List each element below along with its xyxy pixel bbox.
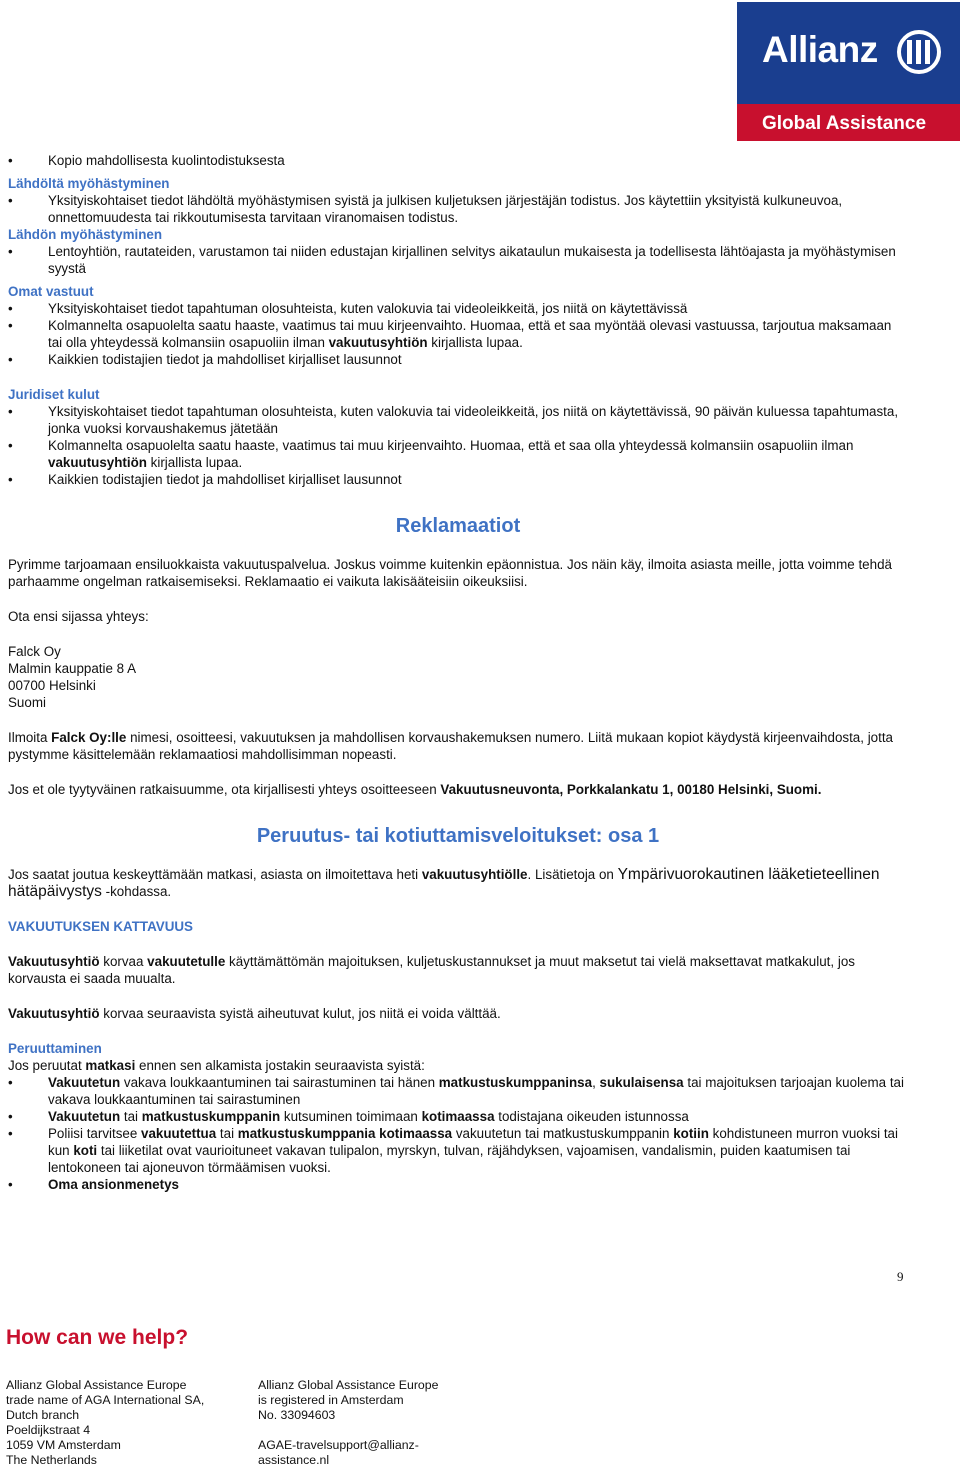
bullet-item: • Kolmannelta osapuolelta saatu haaste, vaatimus tai muu kirjeenvaihto. Huomaa, että et saa olla yhteydessä kolmansiin osapuoliin ilman vakuutusyhtiön kirjallista lupaa. bbox=[8, 437, 908, 471]
footer-line: AGAE-travelsupport@allianz- bbox=[258, 1438, 419, 1452]
page-section-title: Peruutus- tai kotiuttamisveloitukset: osa 1 bbox=[256, 825, 660, 847]
bullet-item: • Vakuutetun vakava loukkaantuminen tai sairastuminen tai hänen matkustuskumppaninsa, sukulaisensa tai majoituksen tarjoajan kuolema tai vakava loukkaantuminen tai sairastuminen bbox=[8, 1074, 908, 1108]
bullet-item: • Oma ansionmenetys bbox=[8, 1176, 908, 1193]
footer-line: Allianz Global Assistance Europe bbox=[6, 1378, 187, 1392]
spacer bbox=[8, 368, 908, 386]
page-number: 9 bbox=[897, 1269, 904, 1284]
paragraph: Pyrimme tarjoamaan ensiluokkaista vakuutuspalvelua. Joskus voimme kuitenkin epäonnistua. Jos näin käy, ilmoita asiasta meille, jotta voimme tehdä parhaamme ongelman ratkaisemiseksi. Reklamaatio ei vaikuta lakisääteisiin oikeuksiisi. bbox=[8, 557, 892, 589]
logo-sub: Global Assistance bbox=[762, 113, 927, 134]
paragraph: Vakuutusyhtiö korvaa seuraavista syistä aiheutuvat kulut, jos niitä ei voida välttää. bbox=[8, 1006, 501, 1021]
spacer bbox=[8, 590, 908, 608]
spacer bbox=[8, 848, 908, 866]
spacer bbox=[8, 625, 908, 643]
footer-line: is registered in Amsterdam bbox=[258, 1393, 404, 1407]
spacer bbox=[8, 987, 908, 1005]
spacer bbox=[8, 798, 908, 824]
footer-line: Allianz Global Assistance Europe bbox=[258, 1378, 439, 1392]
footer-line: The Netherlands bbox=[6, 1453, 97, 1467]
section-heading: Juridiset kulut bbox=[8, 387, 100, 402]
paragraph: Jos saatat joutua keskeyttämään matkasi, asiasta on ilmoitettava heti vakuutusyhtiölle. Lisätietoja on Ympärivuorokautinen lääketieteellinen hätäpäivystys -kohdassa. bbox=[8, 866, 880, 900]
bullet-item: • Yksityiskohtaiset tiedot tapahtuman olosuhteista, kuten valokuvia tai videoleikkeitä, jos niitä on käytettävissä bbox=[8, 300, 908, 317]
paragraph: Ota ensi sijassa yhteys: bbox=[8, 609, 149, 624]
bullet-item: • Yksityiskohtaiset tiedot tapahtuman olosuhteista, kuten valokuvia tai videoleikkeitä, jos niitä on käytettävissä, 90 päivän kuluessa tapahtumasta, jonka vuoksi korvaushakemus jätetään bbox=[8, 403, 908, 437]
bullet-item: • Vakuutetun tai matkustuskumppanin kutsuminen toimimaan kotimaassa todistajana oikeuden istunnossa bbox=[8, 1108, 908, 1125]
eagle-icon bbox=[897, 30, 941, 74]
bullet-item: • Kolmannelta osapuolelta saatu haaste, vaatimus tai muu kirjeenvaihto. Huomaa, että et saa myöntää olevasi vastuussa, tarjoutua maksamaan tai olla yhteydessä kolmansiin osapuoliin ilman vakuutusyhtiön kirjallista lupaa. bbox=[8, 317, 908, 351]
paragraph: 00700 Helsinki bbox=[8, 678, 96, 693]
paragraph: Falck Oy bbox=[8, 644, 61, 659]
spacer bbox=[8, 935, 908, 953]
paragraph: Suomi bbox=[8, 695, 46, 710]
spacer bbox=[8, 900, 908, 918]
paragraph: Jos peruutat matkasi ennen sen alkamista jostakin seuraavista syistä: bbox=[8, 1058, 425, 1073]
section-heading: VAKUUTUKSEN KATTAVUUS bbox=[8, 919, 193, 934]
footer-right bbox=[258, 1378, 438, 1468]
footer-line: assistance.nl bbox=[258, 1453, 330, 1467]
footer-line: Poeldijkstraat 4 bbox=[6, 1423, 91, 1437]
bullet-item: • Kaikkien todistajien tiedot ja mahdolliset kirjalliset lausunnot bbox=[8, 471, 908, 488]
paragraph: Malmin kauppatie 8 A bbox=[8, 661, 137, 676]
bullet-item: • Poliisi tarvitsee vakuutettua tai matkustuskumppania kotimaassa vakuutetun tai matkustuskumppanin kotiin kohdistuneen murron vuoksi tai kun koti tai liiketilat ovat vaurioituneet vakavan tulipalon, myrskyn, tulvan, räjähdyksen, vajoamisen, vandalismin, puiden kaatumisen tai lentokoneen tai ajoneuvon törmäämisen vuoksi. bbox=[8, 1125, 908, 1176]
page-section-title: Reklamaatiot bbox=[395, 515, 521, 537]
section-heading: Peruuttaminen bbox=[8, 1041, 102, 1056]
footer-left bbox=[6, 1378, 204, 1468]
paragraph: Jos et ole tyytyväinen ratkaisuumme, ota kirjallisesti yhteys osoitteeseen Vakuutusneuvonta, Porkkalankatu 1, 00180 Helsinki, Suomi. bbox=[8, 782, 822, 797]
footer-line: 1059 VM Amsterdam bbox=[6, 1438, 121, 1452]
help-heading: How can we help? bbox=[6, 1326, 189, 1349]
spacer bbox=[8, 1022, 908, 1040]
section-heading: Lähdöltä myöhästyminen bbox=[8, 176, 170, 191]
bullet-item: • Kaikkien todistajien tiedot ja mahdolliset kirjalliset lausunnot bbox=[8, 351, 908, 368]
spacer bbox=[8, 538, 908, 556]
footer-line: No. 33094603 bbox=[258, 1408, 336, 1422]
bullet-item: • Yksityiskohtaiset tiedot lähdöltä myöhästymisen syistä ja julkisen kuljetuksen järjestäjän todistus. Jos käytettiin yksityistä kulkuneuvoa, onnettomuudesta tai rikkoutumisesta tarvitaan viranomaisen todistus. bbox=[8, 192, 908, 226]
spacer bbox=[8, 488, 908, 514]
footer-line: Dutch branch bbox=[6, 1408, 80, 1422]
bullet-item: • Lentoyhtiön, rautateiden, varustamon tai niiden edustajan kirjallinen selvitys aikataulun mukaisesta ja todellisesta lähtöajasta ja myöhästymisen syystä bbox=[8, 243, 908, 277]
document-body bbox=[8, 152, 908, 1193]
footer-line bbox=[258, 1423, 438, 1438]
logo-brand: Allianz bbox=[762, 29, 878, 70]
spacer bbox=[8, 711, 908, 729]
allianz-logo bbox=[737, 2, 960, 141]
section-heading: Omat vastuut bbox=[8, 284, 94, 299]
paragraph: Ilmoita Falck Oy:lle nimesi, osoitteesi, vakuutuksen ja mahdollisen korvaushakemuksen numero. Liitä mukaan kopiot käydystä kirjeenvaihdosta, jotta pystymme käsittelemään reklamaatiosi mahdollisimman nopeasti. bbox=[8, 730, 894, 762]
section-heading: Lähdön myöhästyminen bbox=[8, 227, 163, 242]
bullet-item: • Kopio mahdollisesta kuolintodistuksesta bbox=[8, 152, 908, 169]
paragraph: Vakuutusyhtiö korvaa vakuutetulle käyttämättömän majoituksen, kuljetuskustannukset ja muut maksetut tai vielä maksettavat matkakulut, jos korvausta ei saada muualta. bbox=[8, 954, 855, 986]
spacer bbox=[8, 763, 908, 781]
footer-line: trade name of AGA International SA, bbox=[6, 1393, 205, 1407]
logo-subbar bbox=[737, 104, 960, 141]
